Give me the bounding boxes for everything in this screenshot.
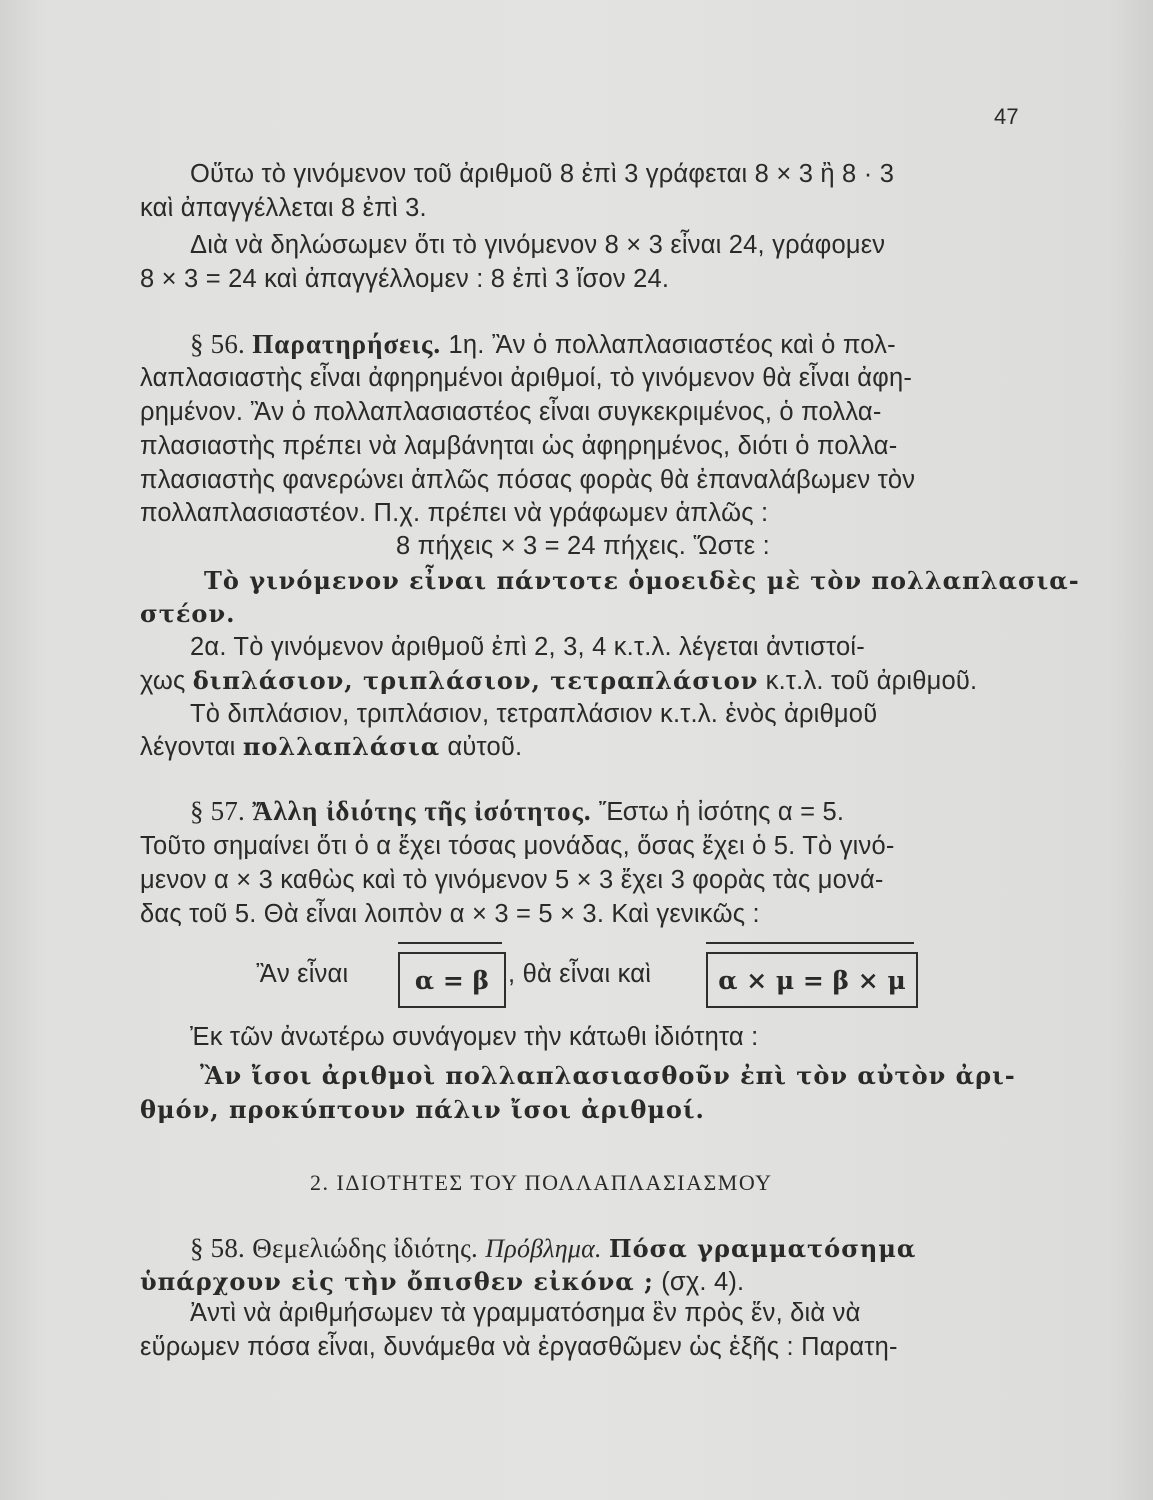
text-line: Ἀντὶ νὰ ἀριθμήσωμεν τὰ γραμματόσημα ἓν πρὸς ἕν, διὰ νὰ	[190, 1299, 861, 1327]
text-fragment: 1η. Ἂν ὁ πολλαπλασιαστέος καὶ ὁ πολ-	[448, 331, 896, 359]
section-title: Παρατηρήσεις.	[252, 329, 442, 359]
text-line: πολλαπλασιαστέον. Π.χ. πρέπει νὰ γράφωμεν ἁπλῶς :	[140, 499, 769, 527]
section-number: § 58.	[190, 1233, 245, 1263]
text-line: ρημένον. Ἂν ὁ πολλαπλασιαστέος εἶναι συγκεκριμένος, ὁ πολλα-	[140, 398, 882, 426]
text-line: πλασιαστὴς φανερώνει ἁπλῶς πόσας φορὰς θὰ ἐπαναλάβωμεν τὸν	[140, 466, 916, 494]
text-line: πλασιαστὴς πρέπει νὰ λαμβάνηται ὡς ἀφηρημένος, διότι ὁ πολλα-	[140, 432, 898, 460]
section-title: Θεμελιώδης ἰδιότης.	[252, 1233, 478, 1263]
rule-line: Τὸ γινόμενον εἶναι πάντοτε ὁμοειδὲς μὲ τὸν πολλαπλασια-	[204, 566, 1080, 595]
text-line	[140, 665, 977, 697]
text-line: Ἐκ τῶν ἀνωτέρω συνάγομεν τὴν κάτωθι ἰδιότητα :	[190, 1023, 759, 1051]
centered-example: 8 πήχεις × 3 = 24 πήχεις. Ὥστε :	[396, 532, 770, 560]
section-number: § 56.	[190, 329, 245, 359]
text-line: Τοῦτο σημαίνει ὅτι ὁ α ἔχει τόσας μονάδας, ὅσας ἔχει ὁ 5. Τὸ γινό-	[140, 832, 895, 860]
formula-if: Ἂν εἶναι	[256, 960, 349, 988]
text-line: δας τοῦ 5. Θὰ εἶναι λοιπὸν α × 3 = 5 × 3. Καὶ γενικῶς :	[140, 900, 760, 928]
formula-box-right: α × μ = β × μ	[706, 952, 918, 1008]
text-line: λαπλασιαστὴς εἶναι ἀφηρημένοι ἀριθμοί, τὸ γινόμενον θὰ εἶναι ἀφη-	[140, 364, 913, 392]
section-57-line	[190, 795, 844, 828]
text-fragment: λέγονται	[140, 733, 236, 761]
formula-box-top-rule	[398, 942, 502, 944]
page-number: 47	[994, 104, 1019, 129]
chapter-heading: 2. ΙΔΙΟΤΗΤΕΣ ΤΟΥ ΠΟΛΛΑΠΛΑΣΙΑΣΜΟΥ	[310, 1170, 773, 1195]
text-fragment: κ.τ.λ. τοῦ ἀριθμοῦ.	[765, 667, 978, 695]
section-number: § 57.	[190, 796, 245, 826]
rule-line: στέον.	[140, 599, 236, 628]
text-line: καὶ ἀπαγγέλλεται 8 ἐπὶ 3.	[140, 194, 427, 222]
section-58-line	[190, 1232, 916, 1265]
formula-then: , θὰ εἶναι καὶ	[508, 960, 652, 988]
text-line: Τὸ διπλάσιον, τριπλάσιον, τετραπλάσιον κ.τ.λ. ἑνὸς ἀριθμοῦ	[190, 700, 878, 728]
text-line: Οὕτω τὸ γινόμενον τοῦ ἀριθμοῦ 8 ἐπὶ 3 γράφεται 8 × 3 ἢ 8 · 3	[190, 160, 895, 188]
formula-box-top-rule	[706, 942, 914, 944]
text-line	[140, 731, 522, 763]
text-line: εὕρωμεν πόσα εἶναι, δυνάμεθα νὰ ἐργασθῶμεν ὡς ἑξῆς : Παρατη-	[140, 1333, 898, 1361]
text-fragment: αὐτοῦ.	[447, 733, 523, 761]
formula-box-left: α = β	[398, 952, 506, 1008]
text-line: μενον α × 3 καθὼς καὶ τὸ γινόμενον 5 × 3 ἔχει 3 φορὰς τὰς μονά-	[140, 866, 884, 894]
rule-line: Ἂν ἴσοι ἀριθμοὶ πολλαπλασιασθοῦν ἐπὶ τὸν αὐτὸν ἀρι-	[200, 1061, 1016, 1090]
problem-label: Πρόβλημα.	[485, 1234, 602, 1263]
bold-fragment: ὑπάρχουν εἰς τὴν ὄπισθεν εἰκόνα ;	[140, 1267, 654, 1296]
text-line: Διὰ νὰ δηλώσωμεν ὅτι τὸ γινόμενον 8 × 3 εἶναι 24, γράφομεν	[190, 231, 886, 259]
text-fragment: (σχ. 4).	[661, 1268, 745, 1296]
text-line	[140, 1266, 744, 1298]
section-title: Ἄλλη ἰδιότης τῆς ἰσότητος.	[252, 796, 592, 826]
bold-fragment: διπλάσιον, τριπλάσιον, τετραπλάσιον	[192, 666, 759, 695]
text-line: 2α. Τὸ γινόμενον ἀριθμοῦ ἐπὶ 2, 3, 4 κ.τ.λ. λέγεται ἀντιστοί-	[190, 633, 865, 661]
bold-fragment: Πόσα γραμματόσημα	[608, 1234, 917, 1263]
bold-fragment: πολλαπλάσια	[242, 732, 441, 761]
rule-line: θμόν, προκύπτουν πάλιν ἴσοι ἀριθμοί.	[140, 1095, 705, 1124]
text-fragment: Ἔστω ἡ ἰσότης α = 5.	[598, 798, 845, 826]
text-line: 8 × 3 = 24 καὶ ἀπαγγέλλομεν : 8 ἐπὶ 3 ἴσον 24.	[140, 265, 670, 293]
text-fragment: χως	[140, 667, 186, 695]
section-56-line	[190, 328, 896, 361]
